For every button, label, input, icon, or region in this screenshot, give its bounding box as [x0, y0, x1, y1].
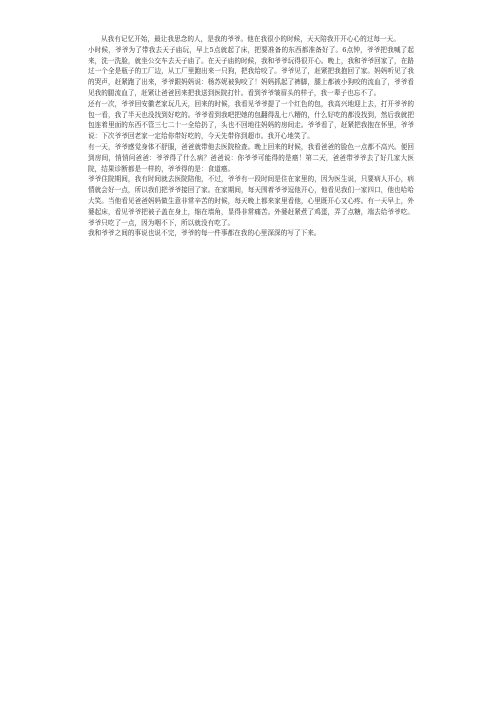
paragraph-hometown-trip: 还有一次，爷爷回安徽老家玩几天，回来的时候，我看见爷爷提了一个红色的包，我高兴地迎上去，打开爷爷的包一看，我了半天也没找到好吃的。爷爷看到我吧把她的包翻得乱七八糟的，什么好吃的都没找到，然后我就把包连着里面的东西不管三七二十一全给扔了，头也不回地往妈妈的房间走。爷爷看了，赶紧把我抱在怀里，爷爷说：下次爷爷回老家一定给你带好吃的，今天先带你到超市。我开心地笑了。 — [88, 99, 414, 141]
paragraph-intro: 从我有记忆开始，最让我思念的人，是我的爷爷。他在我很小的时候，天天陪我开开心心的过每一天。 — [101, 35, 400, 43]
paragraph-childhood: 小时候，爷爷为了带我去天子庙玩，早上5点就起了床，把要准备的东西都准备好了。6点钟，爷爷把我喊了起来，洗一洗脸，就坐公交车去天子庙了。在天子庙的时候，我和爷爷玩得很开心。晚上，我和爷爷回家了，在路过一个全是瓶子的工厂边，从工厂里跑出来一只狗，把我给咬了。爷爷见了，赶紧把我抱回了家。妈妈听见了我的哭声，赶紧跑了出来，爷爷跟妈妈说：杨苏妮被狗咬了！妈妈抓起了裤脚，腿上都被小狗咬的流血了，爷爷看见我的腿流血了，赶紧让爸爸回来把我送到医院打针。看到爷爷皱眉头的样子，我一辈子也忘不了。 — [88, 45, 414, 97]
paragraph-conclusion: 我和爷爷之间的事说也说不完，爷爷的每一件事都在我的心里深深的写了下来。 — [88, 229, 321, 238]
paragraph-hospital: 爷爷住院期间，我有时间就去医院陪他，不过，爷爷有一段时间是住在家里的，因为医生说，只要病人开心，病情就会好一点，所以我们把爷爷接回了家。在家期间，每天围着爷爷逗他开心，他看见我们一家四口，他也哈哈大笑。当他看见爸爸妈妈做生意非常辛苦的时候，每天晚上都来家里看他，心里既开心又心疼。有一天早上，外婆起床，看见爷爷把被子盖在身上，缩在墙角，显得非常痛苦。外婆赶紧煮了鸡蛋，弄了点糖，端去给爷爷吃。爷爷只吃了一点，因为咽不下，所以就没有吃了。 — [88, 175, 414, 227]
document-page — [88, 34, 414, 239]
paragraph-diagnosis: 有一天，爷爷感觉身体不舒服，爸爸就带他去医院检查。晚上回来的时候，我看爸爸的脸色一点都不高兴。便回到房间，悄悄问爸爸：爷爷得了什么病？爸爸说：你爷爷可能得的是癌！第二天，爸爸带爷爷去了好几家大医院，结果诊断都是一样的，爷爷得的是：食道癌。 — [88, 142, 414, 173]
